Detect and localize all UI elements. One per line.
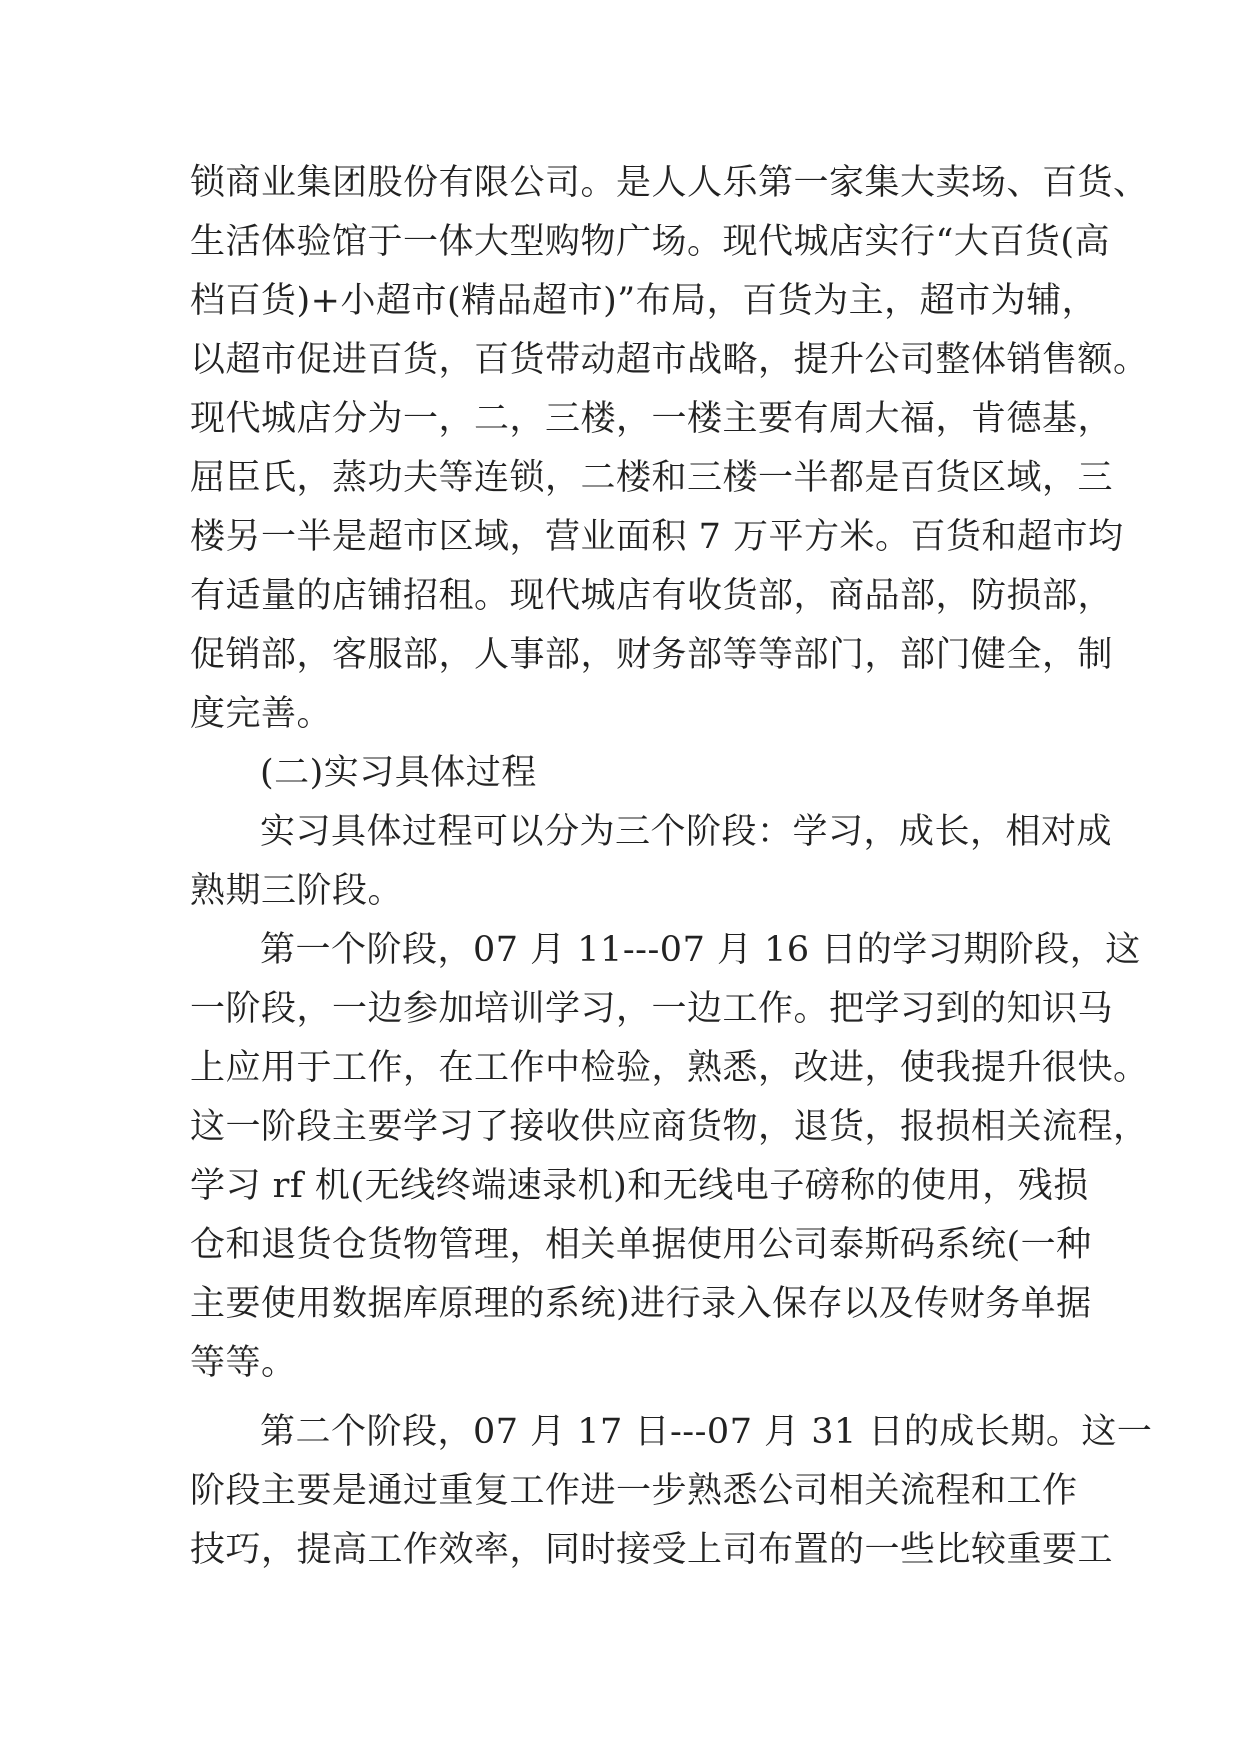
text-line: 楼另一半是超市区域，营业面积 7 万平方米。百货和超市均 <box>190 517 1124 557</box>
text-line: 熟期三阶段。 <box>190 871 404 911</box>
paragraph-stages-overview <box>190 803 1113 921</box>
text-line: 上应用于工作，在工作中检验，熟悉，改进，使我提升很快。 <box>190 1048 1149 1088</box>
text-line: 现代城店分为一，二，三楼，一楼主要有周大福，肯德基， <box>190 399 1114 439</box>
text-line: 等等。 <box>190 1343 297 1383</box>
text-line: 阶段主要是通过重复工作进一步熟悉公司相关流程和工作 <box>190 1471 1078 1511</box>
document-body <box>190 154 1153 1580</box>
paragraph-stage-two <box>190 1403 1153 1580</box>
text-line: 技巧，提高工作效率，同时接受上司布置的一些比较重要工 <box>190 1530 1114 1570</box>
text-line: 度完善。 <box>190 694 333 734</box>
text-line: 以超市促进百货，百货带动超市战略，提升公司整体销售额。 <box>190 340 1149 380</box>
text-line: 有适量的店铺招租。现代城店有收货部，商品部，防损部， <box>190 576 1114 616</box>
text-line: 主要使用数据库原理的系统)进行录入保存以及传财务单据 <box>190 1284 1092 1324</box>
paragraph-spacing <box>190 1393 1070 1403</box>
text-line: 学习 rf 机(无线终端速录机)和无线电子磅称的使用，残损 <box>190 1166 1089 1206</box>
text-line: 仓和退货仓货物管理，相关单据使用公司泰斯码系统(一种 <box>190 1225 1092 1265</box>
text-line: 锁商业集团股份有限公司。是人人乐第一家集大卖场、百货、 <box>190 163 1149 203</box>
text-line: 档百货)+小超市(精品超市)”布局，百货为主，超市为辅， <box>190 281 1098 321</box>
text-line: 实习具体过程可以分为三个阶段：学习，成长，相对成 <box>260 812 1113 852</box>
text-line: 屈臣氏，蒸功夫等连锁，二楼和三楼一半都是百货区域，三 <box>190 458 1114 498</box>
section-heading <box>190 744 1070 803</box>
paragraph-company-intro <box>190 154 1149 744</box>
text-line: 一阶段，一边参加培训学习，一边工作。把学习到的知识马 <box>190 989 1114 1029</box>
heading-text: (二)实习具体过程 <box>260 753 537 793</box>
text-line: 促销部，客服部，人事部，财务部等等部门，部门健全，制 <box>190 635 1114 675</box>
text-line: 第二个阶段，07 月 17 日---07 月 31 日的成长期。这一 <box>260 1412 1153 1452</box>
paragraph-stage-one <box>190 921 1149 1393</box>
text-line: 第一个阶段，07 月 11---07 月 16 日的学习期阶段，这 <box>260 930 1141 970</box>
text-line: 这一阶段主要学习了接收供应商货物，退货，报损相关流程， <box>190 1107 1149 1147</box>
text-line: 生活体验馆于一体大型购物广场。现代城店实行“大百货(高 <box>190 222 1111 262</box>
